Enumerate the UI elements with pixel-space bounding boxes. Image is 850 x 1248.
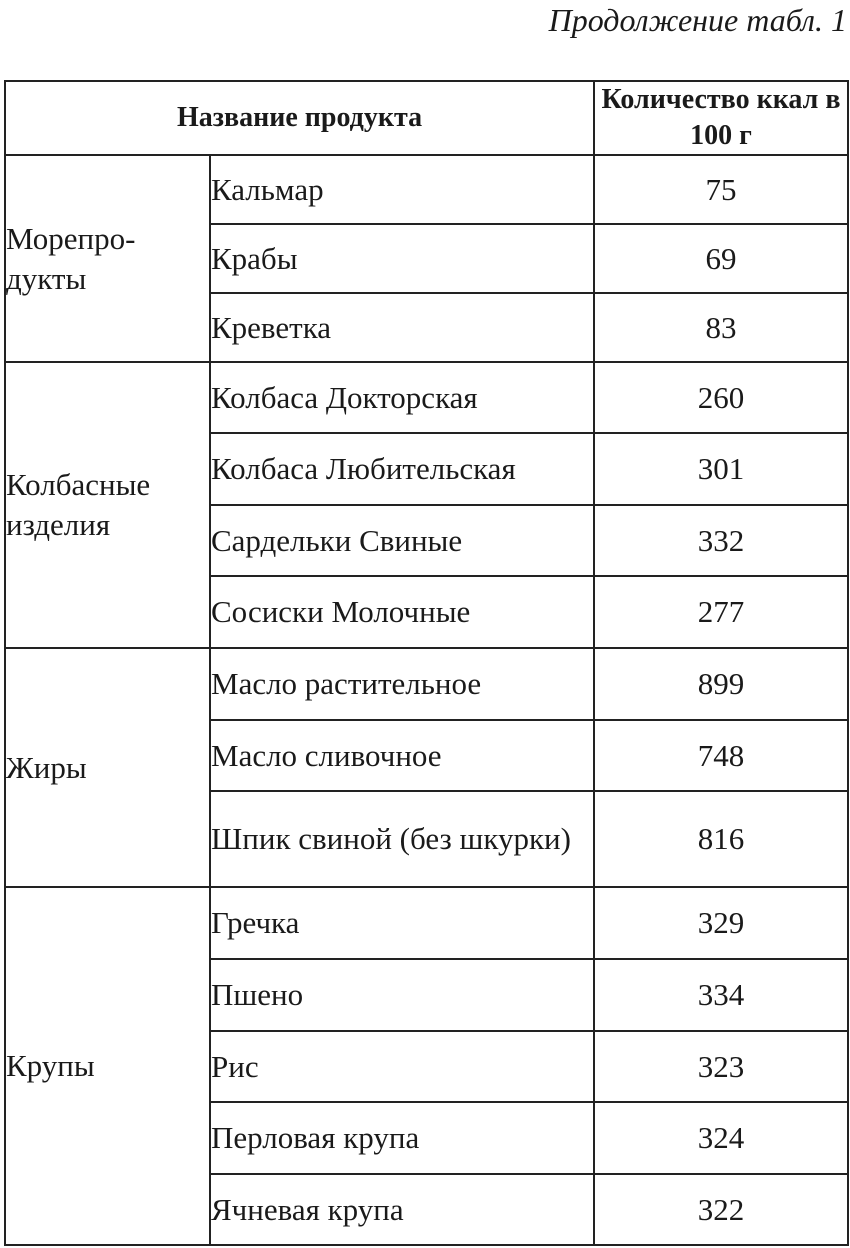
table-row <box>5 362 848 433</box>
table-header-row <box>5 81 848 155</box>
product-name: Кальмар <box>210 155 594 224</box>
kcal-value: 75 <box>594 155 848 224</box>
kcal-value: 322 <box>594 1174 848 1245</box>
product-name: Пшено <box>210 959 594 1031</box>
kcal-value: 260 <box>594 362 848 433</box>
product-name: Колбаса Докторская <box>210 362 594 433</box>
category-cell: Жиры <box>5 648 210 887</box>
product-name: Масло растительное <box>210 648 594 720</box>
product-name: Рис <box>210 1031 594 1102</box>
table-row <box>5 155 848 224</box>
kcal-value: 899 <box>594 648 848 720</box>
kcal-value: 334 <box>594 959 848 1031</box>
kcal-value: 277 <box>594 576 848 648</box>
kcal-value: 329 <box>594 887 848 959</box>
kcal-value: 83 <box>594 293 848 362</box>
product-name: Шпик свиной (без шкурки) <box>210 791 594 887</box>
product-name: Масло сливочное <box>210 720 594 791</box>
category-cell: Крупы <box>5 887 210 1245</box>
kcal-value: 816 <box>594 791 848 887</box>
product-name: Креветка <box>210 293 594 362</box>
product-name: Гречка <box>210 887 594 959</box>
kcal-value: 748 <box>594 720 848 791</box>
table-caption: Продолжение табл. 1 <box>548 2 847 38</box>
category-cell: Морепро-дукты <box>5 155 210 362</box>
header-kcal: Количество ккал в 100 г <box>594 81 848 155</box>
table-row <box>5 887 848 959</box>
header-product-name: Название продукта <box>5 81 594 155</box>
kcal-value: 323 <box>594 1031 848 1102</box>
product-name: Колбаса Любительская <box>210 433 594 505</box>
kcal-value: 69 <box>594 224 848 293</box>
product-name: Перловая крупа <box>210 1102 594 1174</box>
kcal-value: 332 <box>594 505 848 576</box>
table-row <box>5 648 848 720</box>
kcal-value: 301 <box>594 433 848 505</box>
product-name: Крабы <box>210 224 594 293</box>
product-name: Ячневая крупа <box>210 1174 594 1245</box>
kcal-value: 324 <box>594 1102 848 1174</box>
product-name: Сардельки Свиные <box>210 505 594 576</box>
calorie-table <box>4 80 849 1246</box>
category-cell: Колбасные изделия <box>5 362 210 648</box>
product-name: Сосиски Молочные <box>210 576 594 648</box>
